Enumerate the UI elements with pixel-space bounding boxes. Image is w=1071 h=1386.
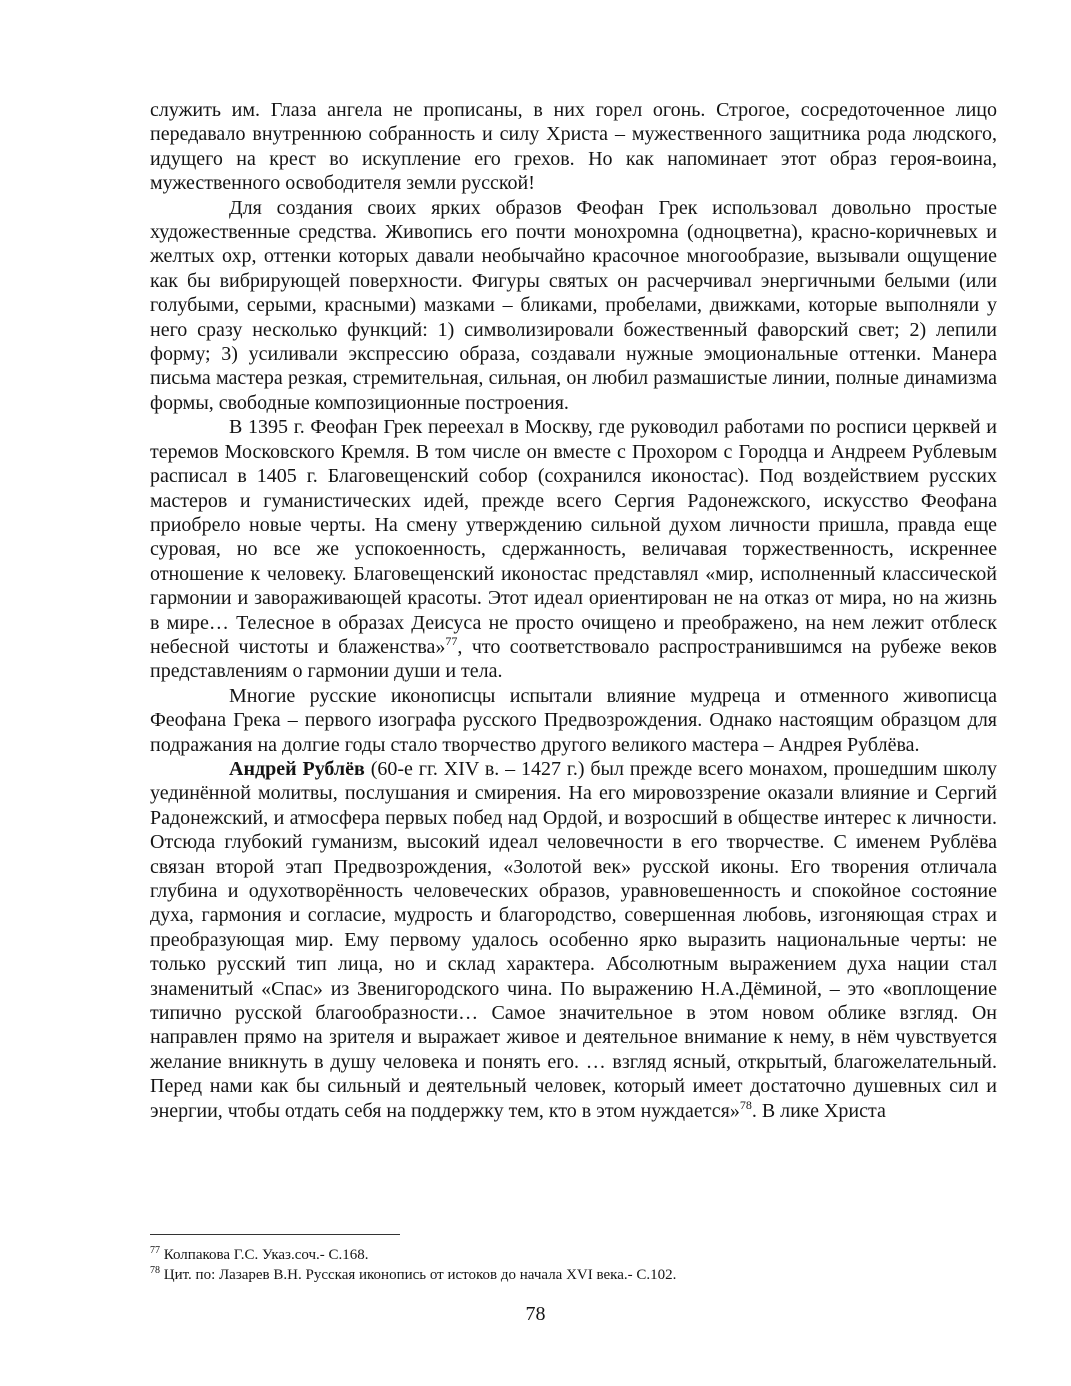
page-number: 78 (525, 1303, 546, 1325)
paragraph-text: Для создания своих ярких образов Феофан Грек использовал довольно простые художественные средства. Живопись его почти монохромна (одноцветна), красно-коричневых и желтых охр, оттенки которых давали необычайно красочное многообразие, вызывали ощущение как бы вибрирующей поверхности. Фигуры святых он расчерчивал энергичными белыми (или голубыми, серыми, красными) мазками – бликами, пробелами, движками, которые выполняли у него сразу несколько функций: 1) символизировали божественный фаворский свет; 2) лепили форму; 3) усиливали экспрессию образа, создавали нужные эмоциональные оттенки. Манера письма мастера резкая, стремительная, сильная, он любил размашистые линии, полные динамизма формы, свободные композиционные построения. (150, 196, 997, 414)
footnote-number: 78 (150, 1265, 160, 1276)
footnote-separator (150, 1234, 400, 1235)
paragraph-text-continued: . В лике Христа (751, 1099, 886, 1122)
footnote-78 (150, 1265, 997, 1285)
paragraph-text: Многие русские иконописцы испытали влияние мудреца и отменного живописца Феофана Грека – первого изографа русского Предвозрождения. Однако настоящим образцом для подражания на долгие годы стало творчество другого великого мастера – Андрея Рублёва. (150, 684, 997, 756)
footnotes (150, 1245, 997, 1285)
paragraph-2 (150, 196, 997, 416)
footnote-77 (150, 1245, 997, 1265)
paragraph-text: (60-е гг. XIV в. – 1427 г.) был прежде всего монахом, прошедшим школу уединённой молитвы, послушания и смирения. На его мировоззрение оказали влияние и Сергий Радонежский, и атмосфера первых побед над Ордой, и возросший в обществе интерес к личности. Отсюда глубокий гуманизм, высокий идеал человечности в его творчестве. С именем Рублёва связан второй этап Предвозрождения, «Золотой век» русской иконы. Его творения отличала глубина и одухотворённость человеческих образов, уравновешенность и спокойное состояние духа, гармония и согласие, мудрость и благородство, совершенная любовь, изгоняющая страх и преобразующая мир. Ему первому удалось особенно ярко выразить национальные черты: не только русский тип лица, но и склад характера. Абсолютным выражением духа нации стал знаменитый «Спас» из Звенигородского чина. По выражению Н.А.Дёминой, – это «воплощение типично русской благообразности… Самое значительное в этом новом облике взгляд. Он направлен прямо на зрителя и выражает живое и деятельное внимание к нему, в нём чувствуется желание вникнуть в душу человека и понять его. … взгляд ясный, открытый, благожелательный. Перед нами как бы сильный и деятельный человек, который имеет достаточно душевных сил и энергии, чтобы отдать себя на поддержку тем, кто в этом нуждается» (150, 757, 997, 1122)
footnote-ref-78[interactable]: 78 (739, 1097, 752, 1112)
footnote-text: Цит. по: Лазарев В.Н. Русская иконопись от истоков до начала XVI века.- С.102. (160, 1267, 677, 1283)
paragraph-text: служить им. Глаза ангела не прописаны, в них горел огонь. Строгое, сосредоточенное лицо передавало внутреннюю собранность и силу Христа – мужественного защитника рода людского, идущего на крест во искупление его грехов. Но как напоминает этот образ героя-воина, мужественного освободителя земли русской! (150, 99, 997, 195)
footnote-ref-77[interactable]: 77 (445, 633, 458, 648)
footnote-text: Колпакова Г.С. Указ.соч.- С.168. (160, 1247, 369, 1263)
paragraph-1 (150, 98, 997, 196)
paragraph-text-continued: , что соответствовало распространившимся на рубеже веков представлениям о гармонии души и тела. (150, 635, 997, 683)
footnote-number: 77 (150, 1245, 160, 1256)
paragraph-5 (150, 757, 997, 1123)
main-text (150, 98, 997, 1123)
bold-name-rublev: Андрей Рублёв (229, 757, 365, 780)
paragraph-text: В 1395 г. Феофан Грек переехал в Москву, где руководил работами по росписи церквей и теремов Московского Кремля. В том числе он вместе с Прохором с Городца и Андреем Рублевым расписал в 1405 г. Благовещенский собор (сохранился иконостас). Под воздействием русских мастеров и гуманистических идей, прежде всего Сергия Радонежского, искусство Феофана приобрело новые черты. На смену утверждению сильной духом личности пришла, правда еще суровая, но все же успокоенность, сдержанность, величавая торжественность, искреннее отношение к человеку. Благовещенский иконостас представлял «мир, исполненный классической гармонии и завораживающей красоты. Этот идеал ориентирован не на отказ от мира, но на жизнь в мире… Телесное в образах Деисуса не просто очищено и преображено, на нем лежит отблеск небесной чистоты и блаженства» (150, 416, 997, 658)
paragraph-3 (150, 415, 997, 683)
paragraph-4 (150, 684, 997, 757)
